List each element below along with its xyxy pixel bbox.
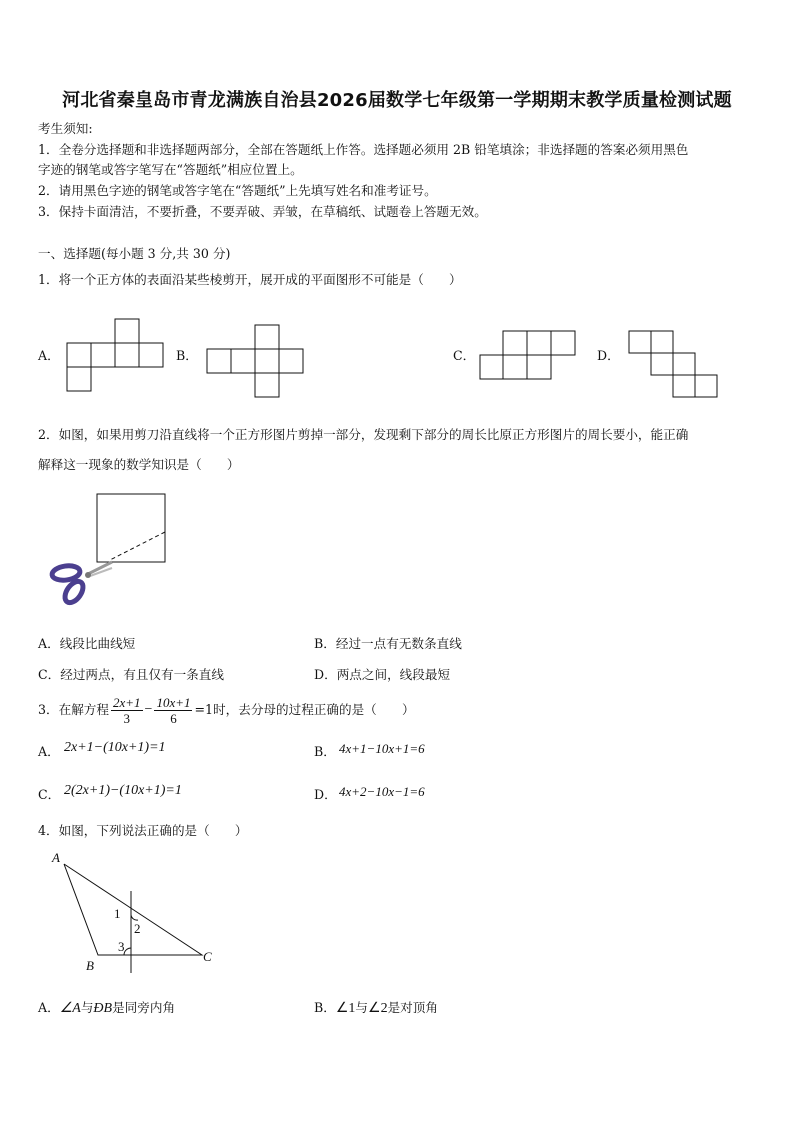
frac2-denominator: 6: [170, 710, 177, 726]
q1-stem: 1．将一个正方体的表面沿某些棱剪开，展开成的平面图形不可能是（ ）: [38, 272, 462, 287]
q4-stem: 4．如图，下列说法正确的是（ ）: [38, 823, 248, 838]
q3-fraction-2: [154, 695, 192, 726]
q3-stem-pre: 3．在解方程: [38, 702, 109, 717]
label-c: C: [203, 949, 212, 964]
scissors-icon: [51, 562, 112, 606]
label-b: B: [86, 958, 94, 973]
q2-option-b[interactable]: B．经过一点有无数条直线: [314, 636, 462, 651]
q4-option-a-angle: ∠A: [59, 1001, 81, 1016]
q3-stem: [38, 692, 415, 728]
q3-option-d-label[interactable]: D．: [314, 787, 337, 802]
q3-option-a[interactable]: 2x+1−(10x+1)=1: [64, 740, 166, 755]
angle-arc-3: [124, 948, 131, 955]
q4-option-b-angle2: ∠2: [368, 1001, 388, 1016]
q3-stem-tail: =1时，去分母的过程正确的是（ ）: [194, 702, 415, 717]
q3-option-b[interactable]: 4x+1−10x+1=6: [339, 741, 425, 756]
q1-net-a: [66, 318, 166, 393]
q1-option-b-label[interactable]: B．: [176, 348, 198, 363]
q1-net-d: [628, 330, 720, 400]
q3-option-a-label[interactable]: A．: [38, 744, 60, 759]
q1-net-c: [479, 330, 579, 382]
q1-option-a-label[interactable]: A．: [38, 348, 60, 363]
q4-option-a-tail: 是同旁内角: [112, 1000, 176, 1015]
notice-item-2: 2．请用黑色字迹的钢笔或答字笔在“答题纸”上先填写姓名和准考证号。: [38, 183, 437, 198]
q3-option-d[interactable]: 4x+2−10x−1=6: [339, 784, 425, 799]
q3-minus: −: [144, 702, 153, 717]
page-title: 河北省秦皇岛市青龙满族自治县2026届数学七年级第一学期期末教学质量检测试题: [62, 90, 732, 111]
q2-option-d[interactable]: D．两点之间，线段最短: [314, 667, 451, 682]
q2-figure-scissors-square: [48, 492, 173, 607]
label-angle-1: 1: [114, 906, 121, 921]
q4-option-a-label: A．: [38, 1000, 60, 1015]
q2-option-a[interactable]: A．线段比曲线短: [38, 636, 136, 651]
q4-option-b-label: B．: [314, 1000, 336, 1015]
section-heading: 一、选择题(每小题 3 分,共 30 分): [38, 246, 231, 261]
notice-item-1-cont: 字迹的钢笔或答字笔写在“答题纸”相应位置上。: [38, 162, 303, 177]
label-angle-3: 3: [118, 939, 125, 954]
notice-item-3: 3．保持卡面清洁，不要折叠，不要弄破、弄皱，在草稿纸、试题卷上答题无效。: [38, 204, 487, 219]
q4-option-b-angle: ∠1: [335, 1001, 356, 1016]
frac1-denominator: 3: [123, 710, 130, 726]
notice-item-1: 1．全卷分选择题和非选择题两部分，全部在答题纸上作答。选择题必须用 2B 铅笔填涂；非选择题的答案必须用黑色: [38, 142, 689, 157]
q4-option-a-angle2: ÐB: [93, 1001, 113, 1016]
cut-line: [110, 532, 165, 560]
q2-option-c[interactable]: C．经过两点，有且仅有一条直线: [38, 667, 224, 682]
square-picture: [97, 494, 165, 562]
frac2-numerator: 10x+1: [156, 694, 191, 710]
q4-option-b[interactable]: [314, 998, 438, 1019]
angle-arc-1: [131, 915, 138, 920]
q3-option-c-label[interactable]: C．: [38, 787, 61, 802]
q4-option-a-mid: 与: [80, 1000, 94, 1015]
q3-option-b-label[interactable]: B．: [314, 744, 336, 759]
notice-heading: 考生须知:: [38, 121, 93, 136]
q3-option-c[interactable]: 2(2x+1)−(10x+1)=1: [64, 783, 182, 798]
q1-option-d-label[interactable]: D．: [597, 348, 620, 363]
label-angle-2: 2: [134, 921, 141, 936]
q4-option-b-mid: 与: [355, 1000, 369, 1015]
q1-option-c-label[interactable]: C．: [453, 348, 476, 363]
frac1-numerator: 2x+1: [112, 694, 141, 710]
q2-stem-cont: 解释这一现象的数学知识是（ ）: [38, 457, 240, 472]
q4-option-b-tail: 是对顶角: [387, 1000, 438, 1015]
q4-figure-triangle: [48, 848, 223, 978]
triangle-abc: [64, 864, 202, 955]
q4-option-a[interactable]: [38, 998, 175, 1019]
q2-stem: 2．如图，如果用剪刀沿直线将一个正方形图片剪掉一部分，发现剩下部分的周长比原正方形图片的周长要小，能正确: [38, 427, 689, 442]
q1-net-b: [206, 325, 306, 400]
q3-fraction-1: [111, 695, 143, 726]
label-a: A: [52, 850, 60, 865]
